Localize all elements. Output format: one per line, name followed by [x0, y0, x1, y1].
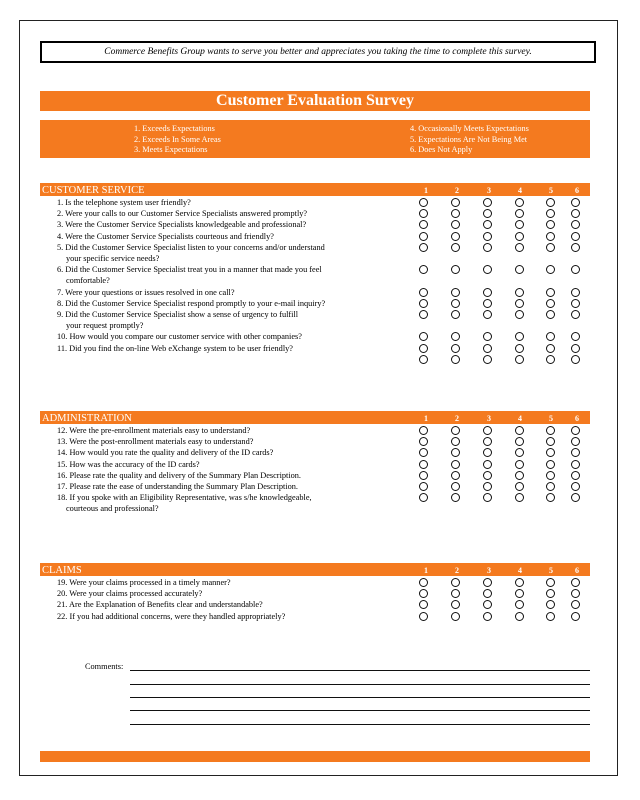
rating-radio[interactable] — [419, 426, 428, 435]
section-header — [40, 563, 590, 576]
legend-left-column — [134, 124, 221, 156]
rating-radio[interactable] — [571, 471, 580, 480]
scale-number: 1 — [424, 566, 428, 575]
question-text-continued: your request promptly? — [66, 321, 144, 331]
rating-radio[interactable] — [451, 310, 460, 319]
question-text: 16. Please rate the quality and delivery of the Summary Plan Description. — [57, 470, 302, 480]
bottom-bar — [40, 751, 590, 762]
rating-radio[interactable] — [515, 482, 524, 491]
rating-radio[interactable] — [571, 198, 580, 207]
title-bar — [40, 91, 590, 111]
rating-radio[interactable] — [571, 288, 580, 297]
rating-radio[interactable] — [571, 426, 580, 435]
rating-radio[interactable] — [571, 299, 580, 308]
rating-radio[interactable] — [451, 232, 460, 241]
scale-number: 6 — [575, 566, 579, 575]
survey-title: Customer Evaluation Survey — [216, 92, 414, 109]
scale-number: 2 — [455, 186, 459, 195]
rating-radio[interactable] — [451, 460, 460, 469]
rating-radio[interactable] — [451, 482, 460, 491]
comments-line[interactable] — [130, 697, 590, 698]
rating-radio[interactable] — [483, 232, 492, 241]
scale-number: 3 — [487, 186, 491, 195]
rating-legend — [40, 120, 590, 158]
rating-radio[interactable] — [483, 288, 492, 297]
comments-label: Comments: — [85, 662, 124, 671]
scale-number: 2 — [455, 566, 459, 575]
question-text: 18. If you spoke with an Eligibility Representative, was s/he knowledgeable, — [57, 493, 312, 503]
rating-radio[interactable] — [515, 578, 524, 587]
rating-radio[interactable] — [483, 578, 492, 587]
rating-radio[interactable] — [419, 310, 428, 319]
question-text: 15. How was the accuracy of the ID cards? — [57, 459, 200, 469]
rating-radio[interactable] — [515, 288, 524, 297]
scale-number: 1 — [424, 414, 428, 423]
question-text: 22. If you had additional concerns, were they handled appropriately? — [57, 611, 286, 621]
rating-radio[interactable] — [546, 355, 555, 364]
question-text: 7. Were your questions or issues resolved in one call? — [57, 287, 235, 297]
rating-radio[interactable] — [546, 232, 555, 241]
rating-radio[interactable] — [571, 578, 580, 587]
rating-radio[interactable] — [419, 355, 428, 364]
rating-radio[interactable] — [483, 471, 492, 480]
rating-radio[interactable] — [546, 344, 555, 353]
question-text: 19. Were your claims processed in a timely manner? — [57, 578, 231, 587]
scale-number: 4 — [518, 186, 522, 195]
rating-radio[interactable] — [483, 355, 492, 364]
rating-radio[interactable] — [515, 612, 524, 621]
rating-radio[interactable] — [451, 288, 460, 297]
rating-radio[interactable] — [546, 612, 555, 621]
intro-text: Commerce Benefits Group wants to serve you better and appreciates you taking the time to complete this survey. — [104, 47, 532, 57]
section-title: ADMINISTRATION — [42, 413, 132, 424]
rating-radio[interactable] — [546, 198, 555, 207]
rating-radio[interactable] — [515, 310, 524, 319]
rating-radio[interactable] — [451, 612, 460, 621]
scale-number: 2 — [455, 414, 459, 423]
legend-item: 3. Meets Expectations — [134, 145, 208, 154]
rating-radio[interactable] — [571, 612, 580, 621]
rating-radio[interactable] — [419, 243, 428, 252]
section-title: CUSTOMER SERVICE — [42, 185, 145, 196]
question-text: 21. Are the Explanation of Benefits clear and understandable? — [57, 600, 263, 610]
scale-number: 1 — [424, 186, 428, 195]
rating-radio[interactable] — [483, 460, 492, 469]
question-text: 6. Did the Customer Service Specialist treat you in a manner that made you feel — [57, 265, 322, 275]
scale-number: 5 — [549, 186, 553, 195]
rating-radio[interactable] — [515, 355, 524, 364]
legend-item: 4. Occasionally Meets Expectations — [410, 124, 529, 133]
section-title: CLAIMS — [42, 565, 82, 576]
rating-radio[interactable] — [546, 310, 555, 319]
question-text-continued: comfortable? — [66, 276, 110, 286]
rating-radio[interactable] — [515, 344, 524, 353]
comments-line[interactable] — [130, 724, 590, 725]
rating-radio[interactable] — [515, 243, 524, 252]
rating-radio[interactable] — [515, 232, 524, 241]
rating-radio[interactable] — [419, 299, 428, 308]
rating-radio[interactable] — [451, 578, 460, 587]
scale-number: 6 — [575, 186, 579, 195]
legend-item: 5. Expectations Are Not Being Met — [410, 134, 528, 144]
rating-radio[interactable] — [515, 426, 524, 435]
rating-radio[interactable] — [419, 198, 428, 207]
rating-radio[interactable] — [483, 612, 492, 621]
rating-radio[interactable] — [546, 288, 555, 297]
rating-radio[interactable] — [571, 232, 580, 241]
question-text-continued: courteous and professional? — [66, 504, 159, 514]
rating-radio[interactable] — [571, 243, 580, 252]
question-text-continued: your specific service needs? — [66, 254, 160, 263]
legend-item: 6. Does Not Apply — [410, 145, 473, 154]
rating-radio[interactable] — [419, 612, 428, 621]
rating-radio[interactable] — [419, 344, 428, 353]
scale-number: 6 — [575, 414, 579, 423]
question-text: 13. Were the post-enrollment materials easy to understand? — [57, 437, 254, 447]
legend-right-column — [410, 124, 529, 156]
rating-radio[interactable] — [515, 460, 524, 469]
question-text: 17. Please rate the ease of understanding the Summary Plan Description. — [57, 482, 299, 491]
scale-number: 4 — [518, 566, 522, 575]
question-text: 4. Were the Customer Service Specialists courteous and friendly? — [57, 231, 274, 241]
rating-radio[interactable] — [546, 578, 555, 587]
rating-radio[interactable] — [419, 471, 428, 480]
question-text: 2. Were your calls to our Customer Service Specialists answered promptly? — [57, 209, 308, 219]
scale-number: 4 — [518, 414, 522, 423]
intro-box — [40, 41, 596, 63]
rating-radio[interactable] — [571, 355, 580, 364]
scale-number: 5 — [549, 414, 553, 423]
question-text: 20. Were your claims processed accurately? — [57, 589, 203, 599]
rating-radio[interactable] — [546, 243, 555, 252]
rating-radio[interactable] — [483, 482, 492, 491]
rating-radio[interactable] — [515, 299, 524, 308]
question-text: 5. Did the Customer Service Specialist listen to your concerns and/or understand — [57, 242, 325, 252]
rating-radio[interactable] — [451, 426, 460, 435]
rating-radio[interactable] — [451, 344, 460, 353]
rating-radio[interactable] — [451, 471, 460, 480]
rating-radio[interactable] — [571, 460, 580, 469]
rating-radio[interactable] — [483, 344, 492, 353]
rating-radio[interactable] — [451, 299, 460, 308]
rating-radio[interactable] — [571, 482, 580, 491]
rating-radio[interactable] — [571, 344, 580, 353]
rating-radio[interactable] — [451, 355, 460, 364]
legend-item: 2. Exceeds In Some Areas — [134, 134, 221, 144]
scale-number: 3 — [487, 566, 491, 575]
question-text: 9. Did the Customer Service Specialist show a sense of urgency to fulfill — [57, 310, 299, 319]
footer-rule — [19, 775, 618, 776]
rating-radio[interactable] — [546, 299, 555, 308]
rating-radio[interactable] — [546, 426, 555, 435]
question-text: 3. Were the Customer Service Specialists knowledgeable and professional? — [57, 220, 307, 230]
rating-radio[interactable] — [419, 232, 428, 241]
comments-line[interactable] — [130, 710, 590, 711]
question-text: 10. How would you compare our customer service with other companies? — [57, 332, 302, 342]
rating-radio[interactable] — [419, 460, 428, 469]
question-text: 14. How would you rate the quality and delivery of the ID cards? — [57, 448, 274, 458]
question-text: 12. Were the pre-enrollment materials easy to understand? — [57, 426, 251, 435]
scale-number: 3 — [487, 414, 491, 423]
rating-radio[interactable] — [451, 198, 460, 207]
rating-radio[interactable] — [546, 471, 555, 480]
question-text: 11. Did you find the on-line Web eXchange system to be user friendly? — [57, 343, 293, 353]
section-header — [40, 183, 590, 196]
rating-radio[interactable] — [483, 310, 492, 319]
rating-radio[interactable] — [546, 482, 555, 491]
question-text: 8. Did the Customer Service Specialist respond promptly to your e-mail inquiry? — [57, 298, 326, 308]
rating-radio[interactable] — [571, 310, 580, 319]
scale-number: 5 — [549, 566, 553, 575]
rating-radio[interactable] — [483, 243, 492, 252]
question-text: 1. Is the telephone system user friendly? — [57, 198, 191, 207]
rating-radio[interactable] — [483, 198, 492, 207]
rating-radio[interactable] — [515, 471, 524, 480]
comments-line[interactable] — [130, 670, 590, 671]
rating-radio[interactable] — [483, 299, 492, 308]
rating-radio[interactable] — [483, 426, 492, 435]
legend-item: 1. Exceeds Expectations — [134, 124, 215, 133]
rating-radio[interactable] — [419, 288, 428, 297]
rating-radio[interactable] — [419, 482, 428, 491]
rating-radio[interactable] — [451, 243, 460, 252]
section-header — [40, 411, 590, 424]
comments-line[interactable] — [130, 684, 590, 685]
rating-radio[interactable] — [419, 578, 428, 587]
rating-radio[interactable] — [546, 460, 555, 469]
rating-radio[interactable] — [515, 198, 524, 207]
